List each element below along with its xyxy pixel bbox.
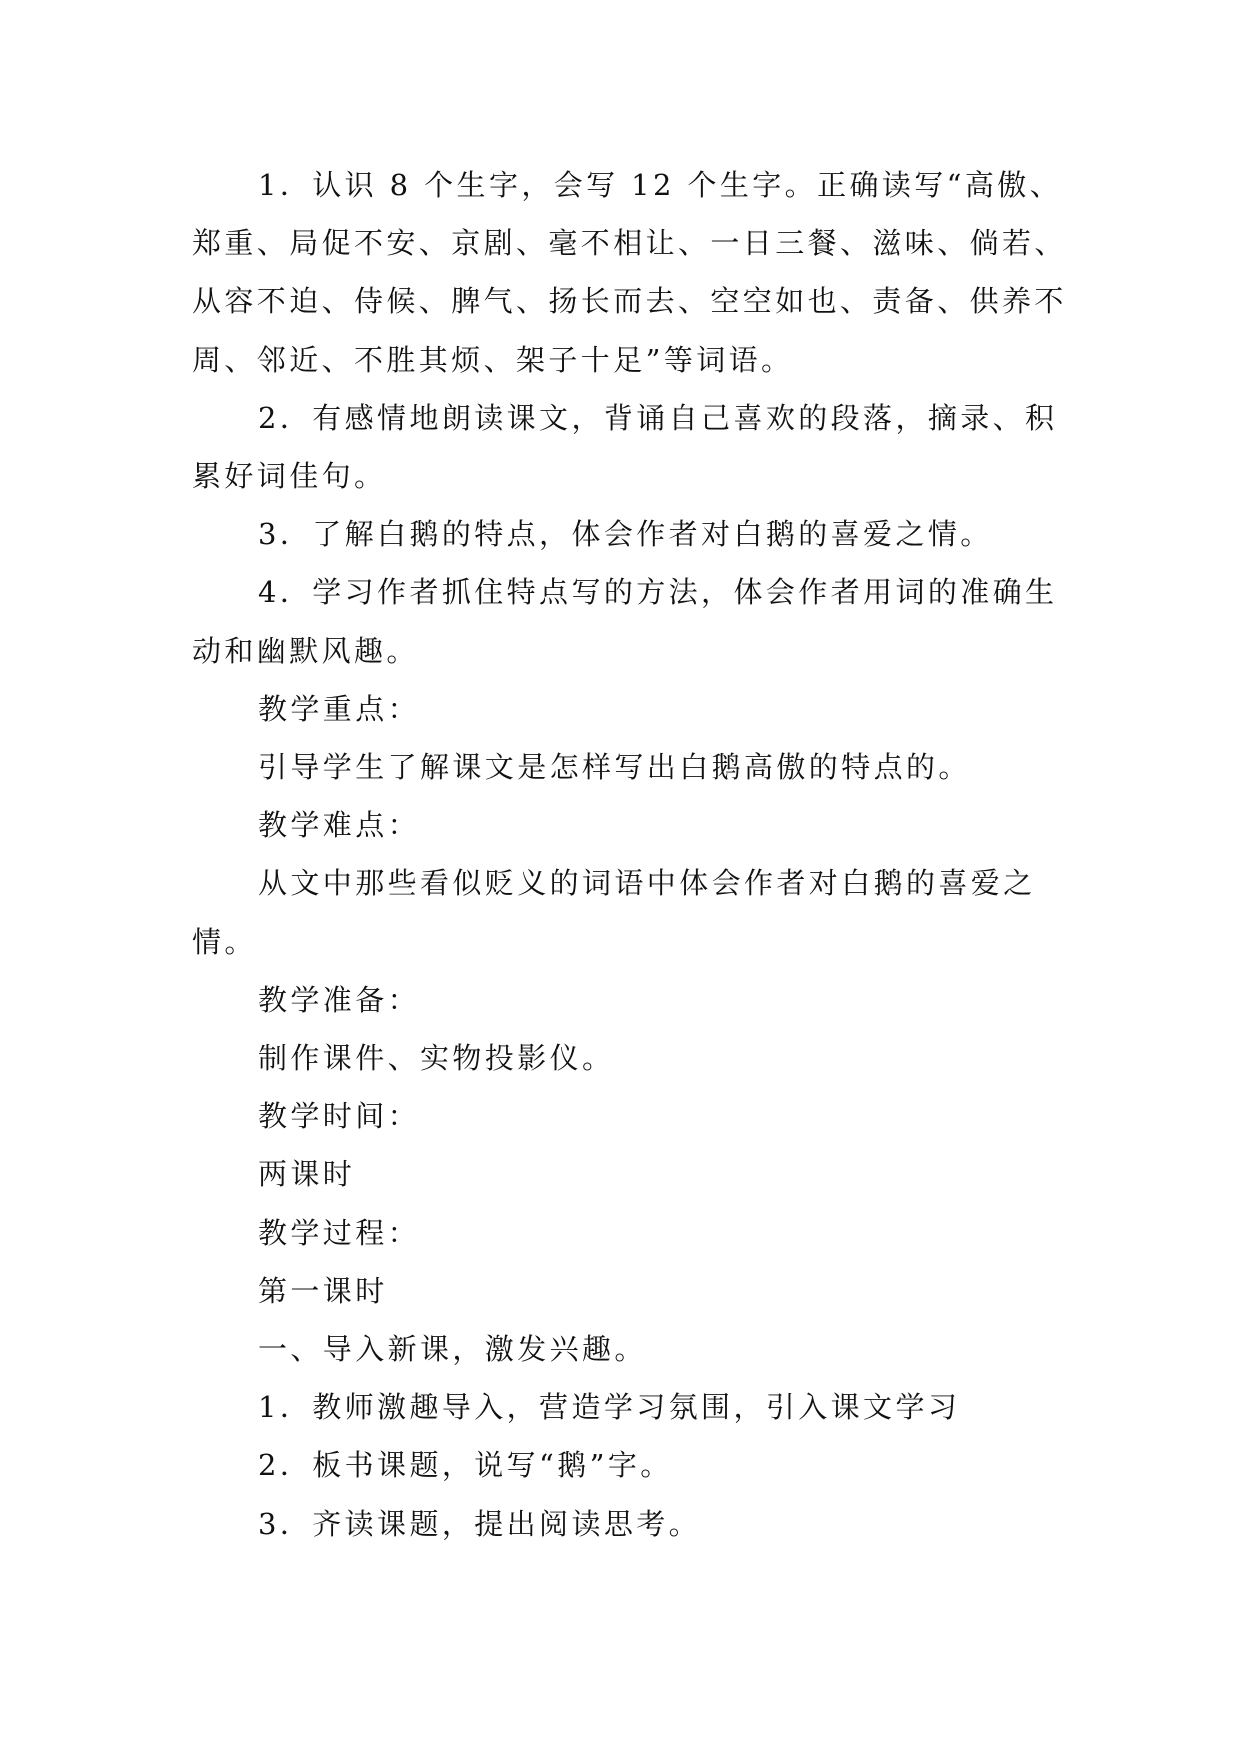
paragraph-time: 两课时 <box>258 1157 356 1192</box>
heading-first-lesson: 第一课时 <box>258 1273 388 1308</box>
heading-key-points: 教学重点： <box>258 691 421 726</box>
paragraph-key-points: 引导学生了解课文是怎样写出白鹅高傲的特点的。 <box>258 750 971 785</box>
heading-time: 教学时间： <box>258 1099 421 1134</box>
step-2: 2．板书课题，说写“鹅”字。 <box>258 1448 673 1483</box>
document-body <box>192 156 1072 1553</box>
step-3: 3．齐读课题，提出阅读思考。 <box>258 1506 702 1541</box>
heading-process: 教学过程： <box>258 1215 421 1250</box>
section-intro: 一、导入新课，激发兴趣。 <box>258 1332 647 1367</box>
paragraph-objective-4: 4．学习作者抓住特点写的方法，体会作者用词的准确生动和幽默风趣。 <box>192 575 1058 668</box>
step-1: 1．教师激趣导入，营造学习氛围，引入课文学习 <box>258 1390 961 1425</box>
paragraph-objective-2: 2．有感情地朗读课文，背诵自己喜欢的段落，摘录、积累好词佳句。 <box>192 400 1058 494</box>
paragraph-objective-1: 1．认识 8 个生字，会写 12 个生字。正确读写“高傲、郑重、局促不安、京剧、毫不相让、一日三餐、滋味、倘若、从容不迫、侍候、脾气、扬长而去、空空如也、责备、供养不周、邻近、不胜其烦、架子十足”等词语。 <box>192 168 1067 377</box>
heading-difficulties: 教学难点： <box>258 808 421 843</box>
paragraph-difficulties: 从文中那些看似贬义的词语中体会作者对白鹅的喜爱之情。 <box>192 866 1036 959</box>
paragraph-objective-3: 3．了解白鹅的特点，体会作者对白鹅的喜爱之情。 <box>258 517 993 552</box>
paragraph-preparation: 制作课件、实物投影仪。 <box>258 1041 615 1076</box>
heading-preparation: 教学准备： <box>258 982 421 1017</box>
